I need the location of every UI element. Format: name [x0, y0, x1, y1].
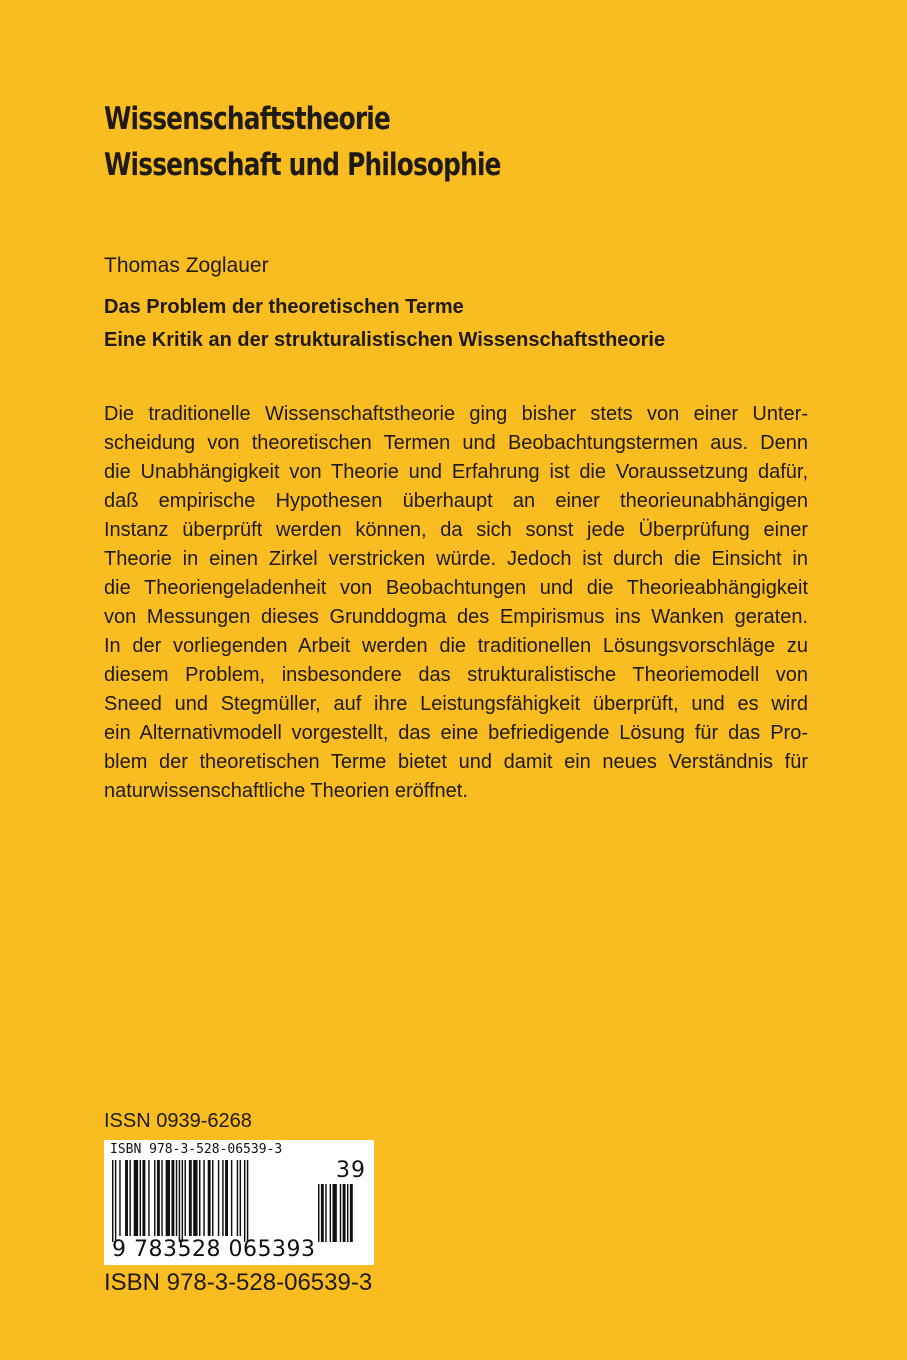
abstract-line: Instanz überprüft werden können, da sich sonst jede Überprüfung einer — [104, 519, 808, 541]
barcode-addon-bar — [347, 1184, 348, 1242]
barcode-digits: 9 783528 065393 — [112, 1237, 316, 1262]
issn-number: ISSN 0939-6268 — [104, 1110, 252, 1132]
barcode-bar — [179, 1160, 180, 1242]
barcode-bar — [157, 1160, 160, 1236]
barcode-bar — [154, 1160, 155, 1236]
barcode-addon-bar — [343, 1184, 346, 1242]
barcode-isbn-text: ISBN 978-3-528-06539-3 — [110, 1142, 283, 1157]
barcode-bar — [148, 1160, 149, 1236]
barcode-bar — [225, 1160, 228, 1236]
barcode-bar — [125, 1160, 128, 1236]
isbn-number: ISBN 978-3-528-06539-3 — [104, 1269, 373, 1296]
barcode-bar — [208, 1160, 211, 1236]
abstract-line: die Theoriengeladenheit von Beobachtungen und die Theorieabhängigkeit — [104, 577, 808, 599]
barcode-addon-bar — [340, 1184, 341, 1242]
barcode-bar — [240, 1160, 241, 1236]
abstract-line: ein Alternativmodell vorgestellt, das eine befriedigende Lösung für das Pro- — [104, 722, 808, 744]
barcode-addon-bar — [321, 1184, 324, 1242]
series-line-2: Wissenschaft und Philosophie — [104, 147, 501, 183]
abstract-line: die Unabhängigkeit von Theorie und Erfahrung ist die Voraussetzung dafür, — [104, 461, 808, 483]
abstract-line: naturwissenschaftliche Theorien eröffnet. — [104, 780, 468, 802]
barcode-bar — [231, 1160, 232, 1236]
abstract-line: Die traditionelle Wissenschaftstheorie ging bisher stets von einer Unter- — [104, 403, 808, 425]
abstract-line: Sneed und Stegmüller, auf ihre Leistungsfähigkeit überprüft, und es wird — [104, 693, 808, 715]
barcode-bar — [193, 1160, 197, 1236]
barcode-bar — [222, 1160, 223, 1236]
author-name: Thomas Zoglauer — [104, 254, 269, 277]
barcode-bar — [212, 1160, 213, 1236]
barcode-addon-bar — [325, 1184, 326, 1242]
barcode-bar — [142, 1160, 145, 1236]
barcode-bar — [237, 1160, 238, 1236]
abstract-line: In der vorliegenden Arbeit werden die traditionellen Lösungsvorschläge zu — [104, 635, 808, 657]
barcode-bar — [119, 1160, 120, 1236]
barcode-bar — [129, 1160, 130, 1236]
abstract-line: Theorie in einen Zirkel verstricken würde. Jedoch ist durch die Einsicht in — [104, 548, 808, 570]
barcode-bar — [161, 1160, 162, 1236]
abstract-line: blem der theoretischen Terme bietet und damit ein neues Verständnis für — [104, 751, 808, 773]
barcode-bar — [140, 1160, 141, 1236]
barcode-bar — [134, 1160, 138, 1236]
abstract-line: scheidung von theoretischen Termen und Beobachtungstermen aus. Denn — [104, 432, 808, 454]
barcode-addon-bar — [333, 1184, 337, 1242]
abstract-line: daß empirische Hypothesen überhaupt an einer theorieunabhängigen — [104, 490, 808, 512]
barcode-bar — [244, 1160, 245, 1242]
barcode-bar — [115, 1160, 116, 1242]
series-line-1: Wissenschaftstheorie — [104, 101, 391, 137]
barcode-bar — [171, 1160, 174, 1236]
barcode-bar — [189, 1160, 192, 1236]
barcode-bar — [199, 1160, 200, 1236]
barcode-bar — [203, 1160, 204, 1236]
barcode-bar — [166, 1160, 170, 1236]
barcode-bar — [185, 1160, 186, 1236]
barcode-bar — [218, 1160, 219, 1236]
barcode-bar — [176, 1160, 177, 1236]
barcode-addon-bar — [330, 1184, 331, 1242]
barcode-addon-bar — [350, 1184, 353, 1242]
barcode-bar — [247, 1160, 248, 1242]
barcode-addon-bar — [318, 1184, 319, 1242]
barcode-bar — [182, 1160, 183, 1242]
abstract-text — [104, 400, 808, 806]
abstract-line: von Messungen dieses Grunddogma des Empirismus ins Wanken geraten. — [104, 606, 808, 628]
barcode-addon-digits: 39 — [336, 1158, 366, 1183]
barcode — [104, 1140, 374, 1265]
book-title: Das Problem der theoretischen Terme — [104, 296, 464, 318]
abstract-line: diesem Problem, insbesondere das strukturalistische Theoriemodell von — [104, 664, 808, 686]
series-title — [104, 96, 501, 188]
book-subtitle: Eine Kritik an der strukturalistischen Wissenschaftstheorie — [104, 329, 666, 351]
barcode-bar — [112, 1160, 113, 1242]
